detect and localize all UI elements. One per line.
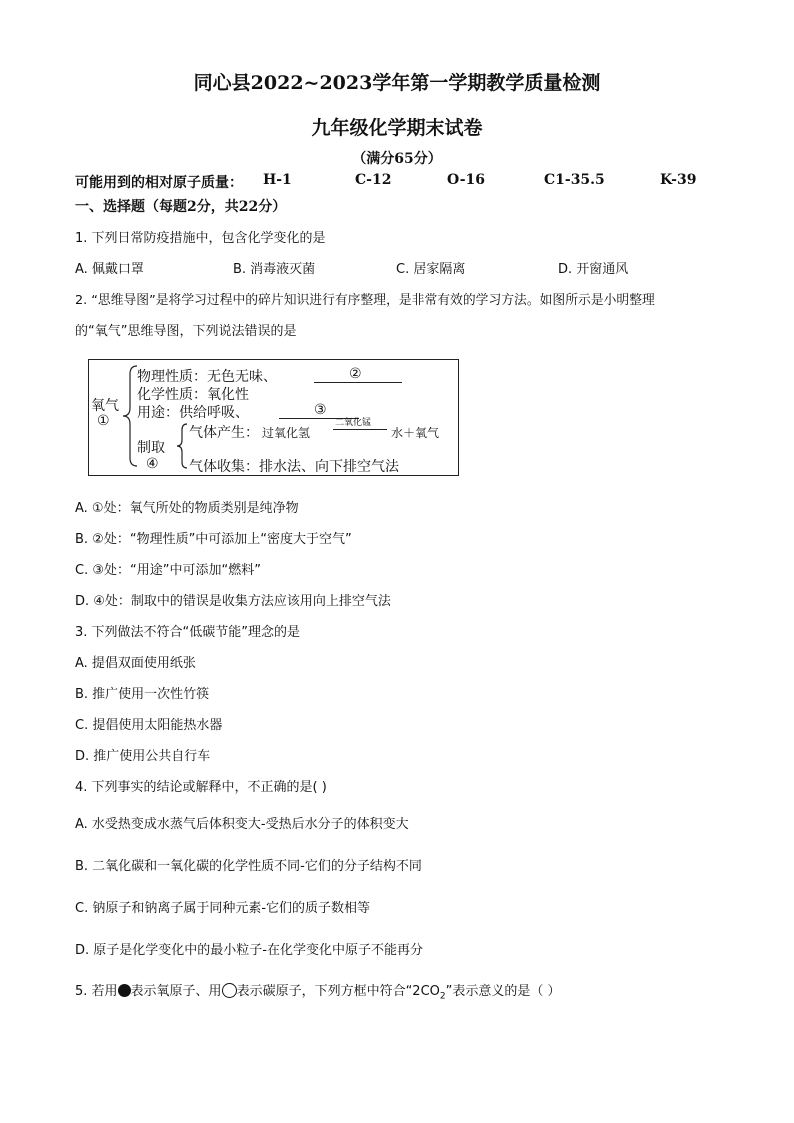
q2-stem-line1: 2. “思维导图”是将学习过程中的碎片知识进行有序整理，是非常有效的学习方法。如图所示是小明整理 bbox=[75, 293, 655, 308]
atomic-mass-k: K-39 bbox=[660, 172, 697, 188]
mm-root-marker: ① bbox=[97, 413, 110, 429]
mm-physical-property: 物理性质：无色无味、 bbox=[137, 369, 277, 385]
mm-chemical-property: 化学性质：氧化性 bbox=[137, 387, 249, 403]
carbon-atom-icon bbox=[222, 983, 237, 998]
q5-stem-mid2: 表示碳原子，下列方框中符合“2CO bbox=[236, 984, 440, 999]
mm-blank-3-marker: ③ bbox=[314, 402, 327, 418]
mm-blank-2-marker: ② bbox=[349, 366, 362, 382]
q1-option-b: B. 消毒液灭菌 bbox=[233, 262, 316, 277]
q5-subscript: 2 bbox=[439, 991, 446, 1002]
atomic-mass-h: H-1 bbox=[263, 172, 292, 188]
q5-stem-mid1: 表示氧原子、用 bbox=[130, 984, 222, 999]
q3-stem: 3. 下列做法不符合“低碳节能”理念的是 bbox=[75, 625, 301, 640]
oxygen-atom-icon bbox=[118, 984, 131, 997]
q1-stem: 1. 下列日常防疫措施中，包含化学变化的是 bbox=[75, 231, 326, 246]
mm-prepare-marker: ④ bbox=[146, 456, 159, 472]
oxygen-mind-map bbox=[88, 359, 459, 476]
mm-gas-collection: 气体收集：排水法、向下排空气法 bbox=[189, 459, 399, 475]
q3-option-d: D. 推广使用公共自行车 bbox=[75, 749, 211, 764]
q4-option-a: A. 水受热变成水蒸气后体积变大-受热后水分子的体积变大 bbox=[75, 817, 409, 832]
mm-catalyst: 二氧化锰 bbox=[335, 418, 372, 428]
q5-stem-prefix: 5. 若用 bbox=[75, 984, 118, 999]
mm-prepare-brace bbox=[175, 422, 189, 470]
mm-prepare-label: 制取 bbox=[137, 440, 165, 456]
q5-stem-suffix: ”表示意义的是（ ） bbox=[445, 984, 561, 999]
exam-title: 同心县2022~2023学年第一学期教学质量检测 bbox=[193, 72, 601, 94]
q4-stem: 4. 下列事实的结论或解释中，不正确的是( ) bbox=[75, 780, 327, 795]
atomic-mass-o: O-16 bbox=[447, 172, 486, 188]
mm-usage: 用途：供给呼吸、 bbox=[137, 405, 249, 421]
q4-option-d: D. 原子是化学变化中的最小粒子-在化学变化中原子不能再分 bbox=[75, 943, 423, 958]
section-title: 一、选择题（每题2分，共22分） bbox=[75, 199, 287, 215]
q3-option-c: C. 提倡使用太阳能热水器 bbox=[75, 718, 223, 733]
q2-stem-line2: 的“氧气”思维导图，下列说法错误的是 bbox=[75, 324, 297, 339]
q4-option-b: B. 二氧化碳和一氧化碳的化学性质不同-它们的分子结构不同 bbox=[75, 859, 422, 874]
q4-option-c: C. 钠原子和钠离子属于同种元素-它们的质子数相等 bbox=[75, 901, 371, 916]
q5-stem bbox=[75, 980, 561, 1002]
mm-reaction-arrow bbox=[333, 429, 387, 430]
mm-products: 水＋氧气 bbox=[391, 426, 440, 440]
q2-option-b: B. ②处：“物理性质”中可添加上“密度大于空气” bbox=[75, 532, 352, 547]
q2-option-d: D. ④处：制取中的错误是收集方法应该用向上排空气法 bbox=[75, 594, 391, 609]
q1-option-c: C. 居家隔离 bbox=[396, 262, 466, 277]
q2-option-c: C. ③处：“用途”中可添加“燃料” bbox=[75, 563, 261, 578]
exam-subtitle: 九年级化学期末试卷 bbox=[311, 117, 483, 139]
mm-root-label: 氧气 bbox=[91, 398, 119, 414]
atomic-mass-cl: C1-35.5 bbox=[544, 172, 605, 188]
atomic-mass-c: C-12 bbox=[355, 172, 392, 188]
score-note: （满分65分） bbox=[352, 151, 442, 167]
q3-option-b: B. 推广使用一次性竹筷 bbox=[75, 687, 210, 702]
q2-option-a: A. ①处：氧气所处的物质类别是纯净物 bbox=[75, 501, 299, 516]
mm-gas-generation: 气体产生： bbox=[189, 425, 259, 441]
q1-option-a: A. 佩戴口罩 bbox=[75, 262, 144, 277]
atomic-mass-label: 可能用到的相对原子质量： bbox=[75, 175, 243, 191]
q3-option-a: A. 提倡双面使用纸张 bbox=[75, 656, 196, 671]
q1-option-d: D. 开窗通风 bbox=[558, 262, 629, 277]
mm-reactant: 过氧化氢 bbox=[262, 426, 311, 440]
